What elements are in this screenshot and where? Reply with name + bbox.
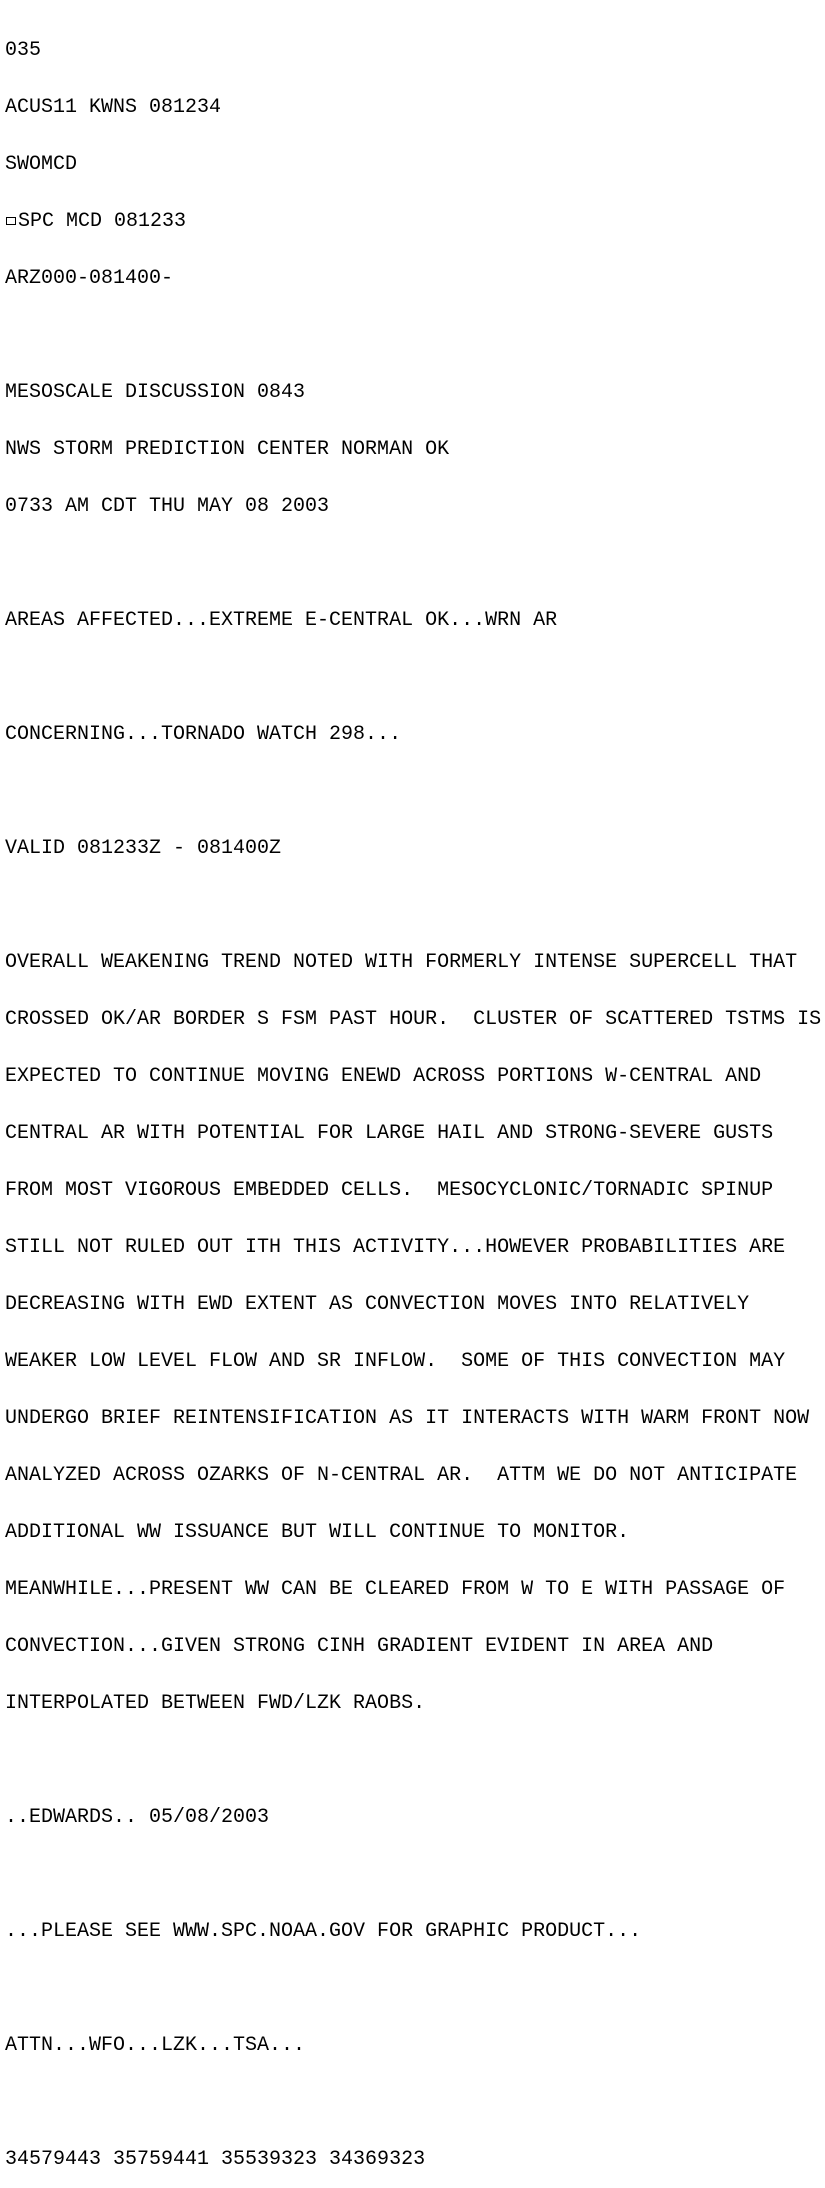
body-line: WEAKER LOW LEVEL FLOW AND SR INFLOW. SOME OF THIS CONVECTION MAY [5, 1350, 786, 1373]
discussion-title: MESOSCALE DISCUSSION 0843 [5, 381, 306, 404]
valid-time: VALID 081233Z - 081400Z [5, 837, 282, 860]
body-line: EXPECTED TO CONTINUE MOVING ENEWD ACROSS PORTIONS W-CENTRAL AND [5, 1065, 762, 1088]
header-wmo-id: ACUS11 KWNS 081234 [5, 96, 222, 119]
blank-line [5, 1751, 821, 1770]
header-sequence: 035 [5, 39, 42, 62]
control-char-box-icon [6, 217, 16, 225]
issue-time: 0733 AM CDT THU MAY 08 2003 [5, 495, 330, 518]
body-line: OVERALL WEAKENING TREND NOTED WITH FORMERLY INTENSE SUPERCELL THAT [5, 951, 798, 974]
blank-line [5, 554, 821, 573]
graphic-product-note: ...PLEASE SEE WWW.SPC.NOAA.GOV FOR GRAPHIC PRODUCT... [5, 1920, 642, 1943]
blank-line [5, 326, 821, 345]
body-line: MEANWHILE...PRESENT WW CAN BE CLEARED FROM W TO E WITH PASSAGE OF [5, 1578, 786, 1601]
body-line: ADDITIONAL WW ISSUANCE BUT WILL CONTINUE TO MONITOR. [5, 1521, 630, 1544]
body-line: CONVECTION...GIVEN STRONG CINH GRADIENT EVIDENT IN AREA AND [5, 1635, 714, 1658]
lat-lon-coordinates: 34579443 35759441 35539323 34369323 [5, 2148, 426, 2171]
body-line: CENTRAL AR WITH POTENTIAL FOR LARGE HAIL AND STRONG-SEVERE GUSTS [5, 1122, 774, 1145]
body-line: ANALYZED ACROSS OZARKS OF N-CENTRAL AR. ATTM WE DO NOT ANTICIPATE [5, 1464, 798, 1487]
blank-line [5, 896, 821, 915]
issuing-office: NWS STORM PREDICTION CENTER NORMAN OK [5, 438, 450, 461]
header-awips-id: SWOMCD [5, 153, 78, 176]
body-line: STILL NOT RULED OUT ITH THIS ACTIVITY...HOWEVER PROBABILITIES ARE [5, 1236, 786, 1259]
body-line: CROSSED OK/AR BORDER S FSM PAST HOUR. CLUSTER OF SCATTERED TSTMS IS [5, 1008, 822, 1031]
blank-line [5, 2093, 821, 2112]
body-line: UNDERGO BRIEF REINTENSIFICATION AS IT INTERACTS WITH WARM FRONT NOW [5, 1407, 810, 1430]
body-line: DECREASING WITH EWD EXTENT AS CONVECTION MOVES INTO RELATIVELY [5, 1293, 750, 1316]
attn-line: ATTN...WFO...LZK...TSA... [5, 2034, 306, 2057]
concerning-line: CONCERNING...TORNADO WATCH 298... [5, 723, 402, 746]
body-line: FROM MOST VIGOROUS EMBEDDED CELLS. MESOCYCLONIC/TORNADIC SPINUP [5, 1179, 774, 1202]
areas-affected: AREAS AFFECTED...EXTREME E-CENTRAL OK...WRN AR [5, 609, 558, 632]
body-line: INTERPOLATED BETWEEN FWD/LZK RAOBS. [5, 1692, 426, 1715]
header-product-line [5, 212, 821, 231]
blank-line [5, 668, 821, 687]
blank-line [5, 782, 821, 801]
header-product-id: SPC MCD 081233 [18, 210, 187, 233]
blank-line [5, 1865, 821, 1884]
blank-line [5, 1979, 821, 1998]
header-ugc: ARZ000-081400- [5, 267, 174, 290]
product-text [5, 3, 821, 2188]
forecaster-signature: ..EDWARDS.. 05/08/2003 [5, 1806, 270, 1829]
